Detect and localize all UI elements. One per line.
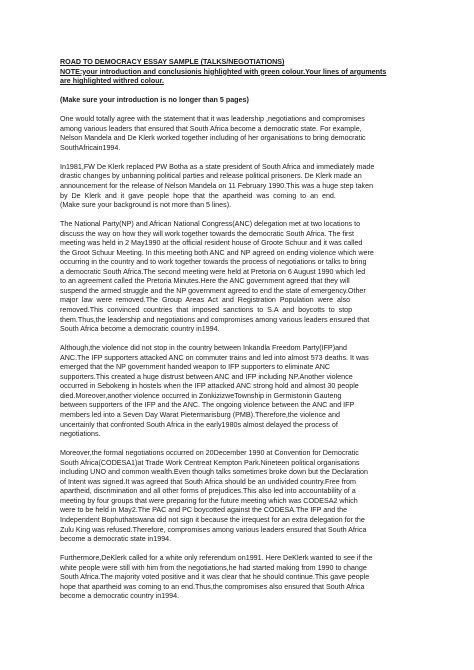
paragraph-line: to an agreement called the Pretoria Minutes.Here the ANC government agreed that they will	[60, 277, 350, 286]
note-line-1: NOTE:your introduction and conclusionis highlighted with green colour.Your lines of arguments	[60, 67, 387, 76]
paragraph-line: between supporters of the IFP and the ANC. The ongoing violence between the ANC and IFP	[60, 401, 355, 410]
essay-paragraph	[60, 220, 434, 335]
paragraph-line: suspend the armed struggle and the NP government agreed to end the state of emergency.Other	[60, 286, 366, 295]
paragraph-line: supporters.This created a huge distrust between ANC and IFP including NP.Another violence	[60, 372, 353, 381]
paragraph-line: Nelson Mandela and De Klerk worked together including of her organisations to bring democratic	[60, 134, 366, 143]
paragraph-line: South Africa(CODESA1)at Trade Work Centreat Kempton Park.Nineteen political organisations	[60, 458, 360, 467]
paragraph-line: SouthAfricain1994.	[60, 143, 121, 152]
paragraph-line: In1981,FW De Klerk replaced PW Botha as a state president of South Africa and immediately made	[60, 162, 375, 171]
paragraph-line: The National Party(NP) and African National Congress(ANC) delegation met at two locations to	[60, 220, 361, 229]
paragraph-line: died.Moreover,another violence occurred in ZonkizizweTownship in Germistonin Gauteng	[60, 391, 342, 400]
paragraph-line: emerged that the NP government handed weapon to IFP supporters to eliminate ANC	[60, 363, 331, 372]
paragraph-line: meeting by four groups that were preparing for the future meeting which was CODESA2 which	[60, 496, 358, 505]
paragraph-line: become a democratic state in1994.	[60, 535, 172, 544]
paragraph-line: a democratic South Africa.The second meeting were held at Pretoria on 6 August 1990 which led	[60, 267, 366, 276]
paragraph-line: major law were removed.The Group Areas Act and Registration Population were also	[60, 296, 351, 305]
essay-paragraph	[60, 163, 434, 211]
paragraph-line: apartheid, discrimination and all other forms of prejudices.This also led into accountability of a	[60, 487, 356, 496]
paragraph-line: South Africa.The majority voted positive and it was clear that he should continue.This gave people	[60, 573, 370, 582]
paragraph-line: were to be held in May2.The PAC and PC boycotted against the CODESA.The IFP and the	[60, 506, 348, 515]
paragraph-line: ANC.The IFP supporters attacked ANC on commuter trains and led into almost 573 deaths. It was	[60, 353, 369, 362]
essay-paragraph	[60, 115, 434, 153]
paragraph-line: Independent Bophuthatswana did not sign it because the irrequest for an extra delegation for the	[60, 515, 365, 524]
paragraph-line: occurred in Sebokeng in hostels when the IFP attacked ANC strong hold and almost 30 people	[60, 382, 359, 391]
paragraph-line: white people were still with him from the negotiations,he had started making from 1990 to change	[60, 563, 367, 572]
essay-paragraph	[60, 554, 434, 602]
intro-limit-note: (Make sure your introduction is no longer than 5 pages)	[60, 96, 249, 105]
paragraph-line: the Groot Schuur Meeting. In this meeting both ANC and NP agreed on ending violence which were	[60, 248, 374, 257]
paragraph-line: One would totally agree with the statement that it was leadership ,negotiations and compromises	[60, 115, 365, 124]
paragraph-line: drastic changes by unbanning political parties and release political prisoners. De Klerk made an	[60, 172, 362, 181]
paragraph-line: become a democratic country in1994.	[60, 592, 180, 601]
document-title: ROAD TO DEMOCRACY ESSAY SAMPLE (TALKS/NEGOTIATIONS)	[60, 58, 285, 66]
paragraph-line: removed.This convinced countries that imposed sanctions to S.A and boycotts to stop	[60, 306, 353, 315]
essay-paragraph	[60, 449, 434, 544]
paragraph-line: South Africa become a democratic country in1994.	[60, 325, 220, 334]
paragraph-line: including UNO and common wealth.Even though talks sometimes broke down but the Declaration	[60, 468, 369, 477]
paragraph-line: occurring in the country and to work together towards the process of negotiations or talks to bring	[60, 258, 367, 267]
paragraph-line: Although,the violence did not stop in the country between Inkandla Freedom Party(IFP)and	[60, 344, 347, 353]
essay-body	[60, 115, 434, 602]
paragraph-line: Furthermore,DeKlerk called for a white only referendum on1991. Here DeKlerk wanted to see if the	[60, 554, 373, 563]
paragraph-line: them.Thus,the leadership and negotiations and compromises among various leaders ensured that	[60, 315, 370, 324]
paragraph-line: of Intent was signed.It was agreed that South Africa should be an undivided country.Free from	[60, 477, 356, 486]
paragraph-line: (Make sure your background is not more than 5 lines).	[60, 201, 232, 210]
paragraph-line: announcement for the release of Nelson Mandela on 11 February 1990.This was a huge step taken	[60, 181, 374, 190]
paragraph-line: discuss the way on how they will work together towards the democratic South Africa. The first	[60, 229, 354, 238]
paragraph-line: members led into a Seven Day Warat Pietermarisburg (PMB).Therefore,the violence and	[60, 411, 340, 419]
paragraph-line: hope that apartheid was coming to an end.Thus,the compromises also ensured that South Africa	[60, 582, 365, 591]
paragraph-line: negotiations.	[60, 430, 101, 439]
paragraph-line: Zulu King was refused.Therefore, compromises among various leaders ensured that South Africa	[60, 525, 367, 534]
note-line-2: are highlighted withred colour.	[60, 77, 164, 86]
paragraph-line: among various leaders that ensured that South Africa become a democratic state. For example,	[60, 124, 362, 133]
essay-paragraph	[60, 344, 434, 439]
paragraph-line: by De Klerk and it gave people hope that the apartheid was coming to an end.	[60, 191, 336, 200]
paragraph-line: meeting was held in 2 May1990 at the official resident house of Groote Schuur and it was called	[60, 239, 363, 248]
paragraph-line: uncertainly that confronted South Africa in the early1980s almost delayed the process of	[60, 420, 338, 429]
paragraph-line: Moreover,the formal negotiations occurred on 20December 1990 at Convention for Democratic	[60, 449, 359, 458]
